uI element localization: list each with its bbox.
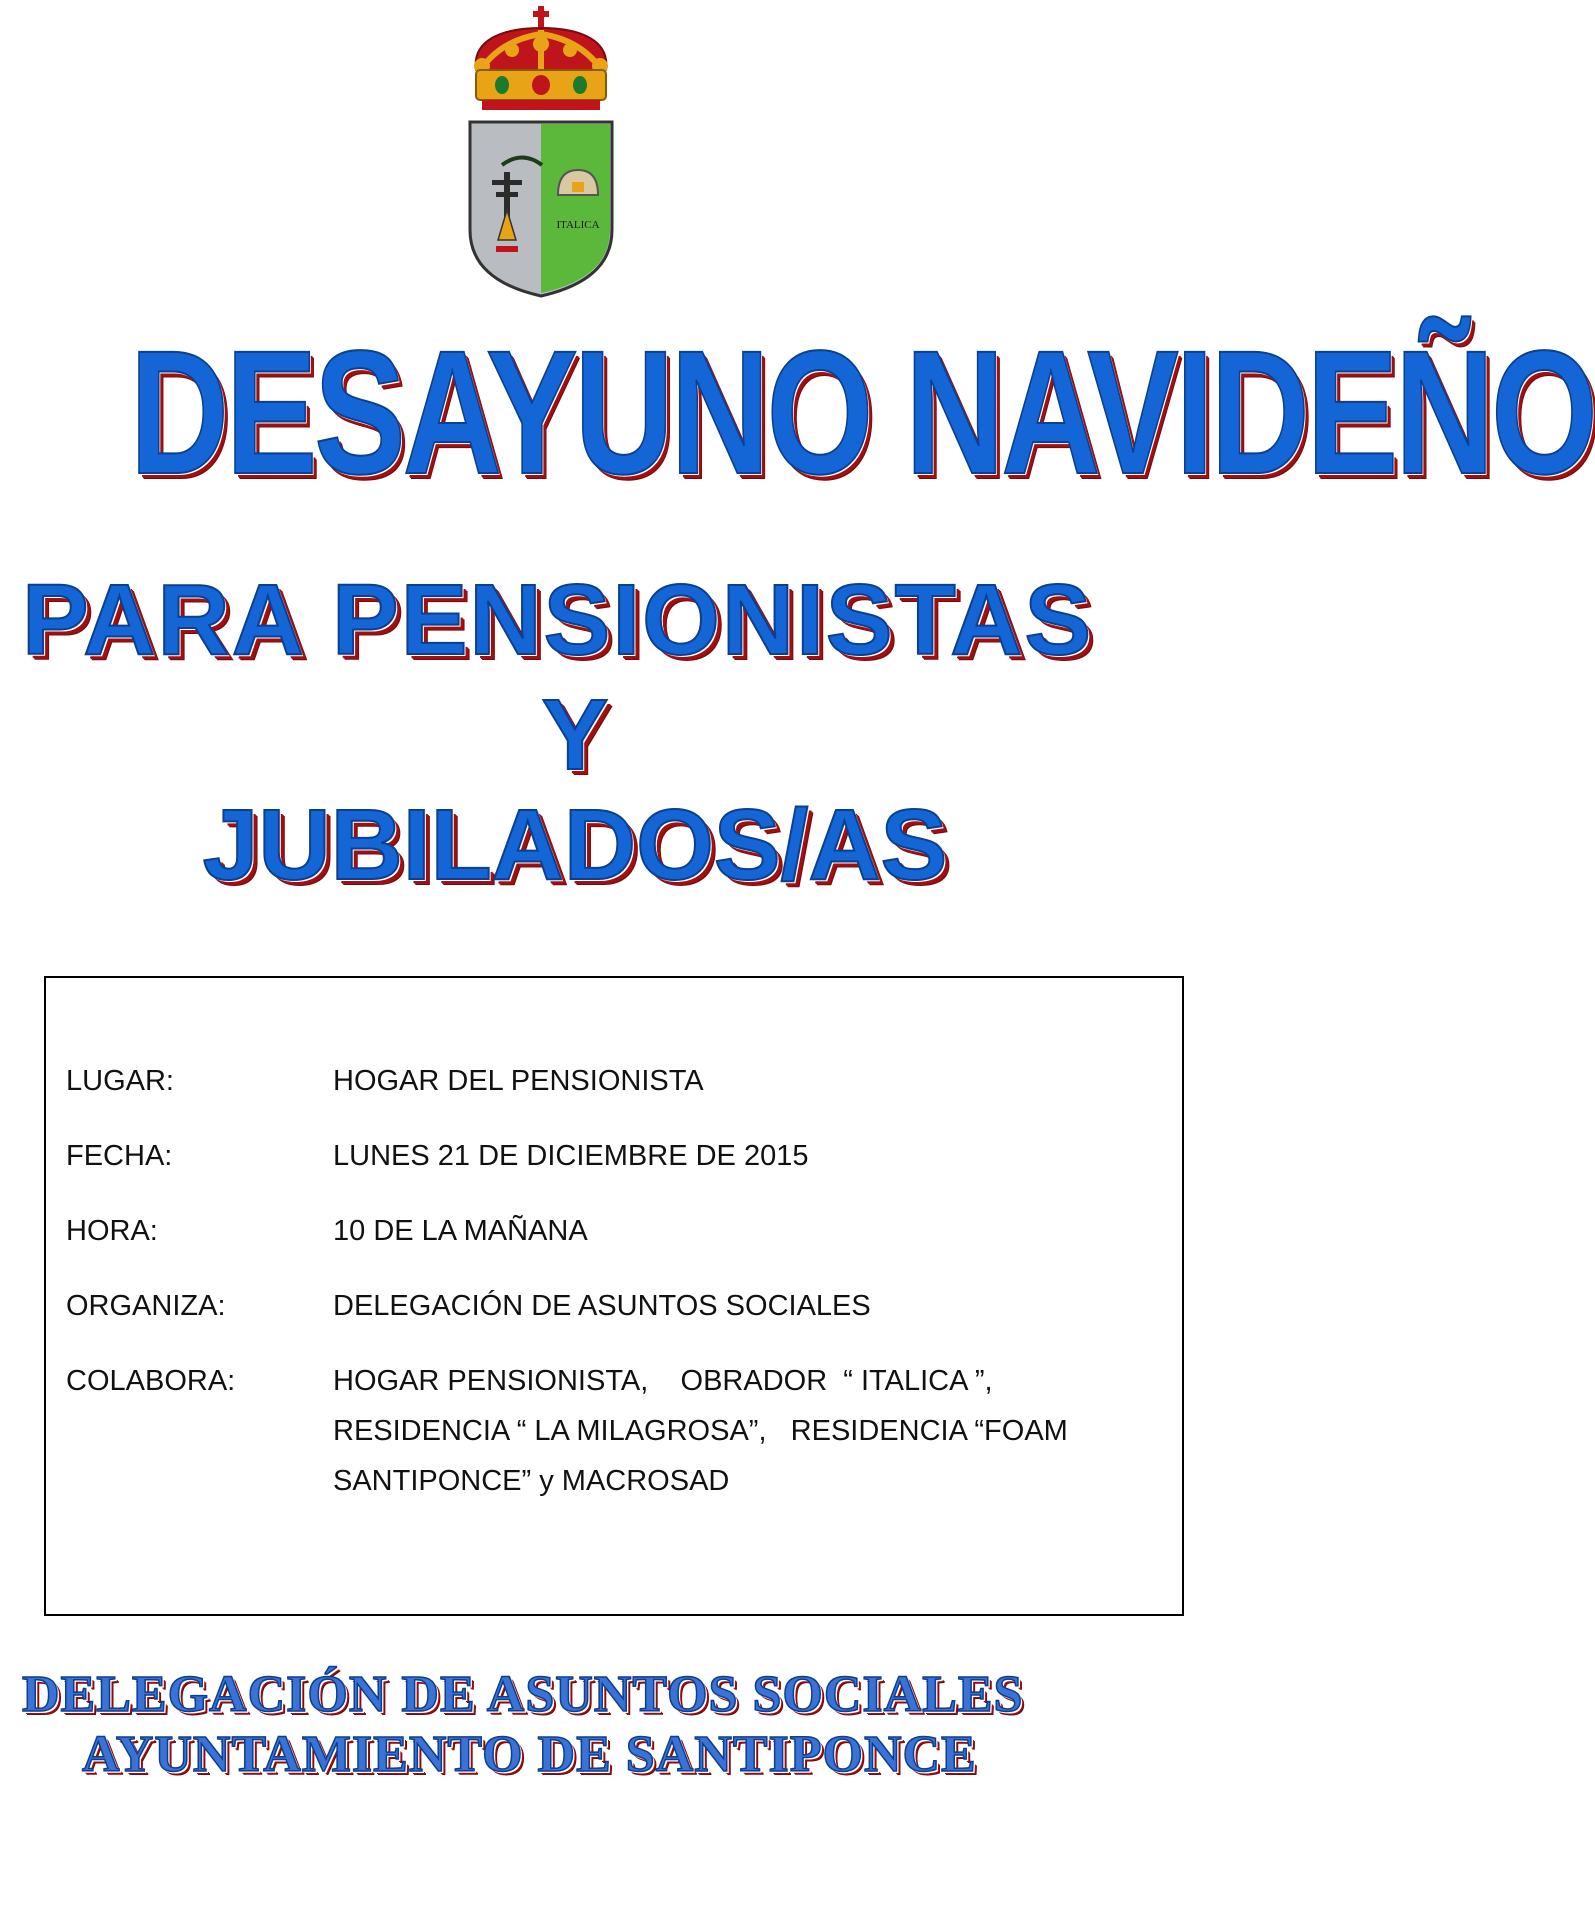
detail-value-line-3: SANTIPONCE” y MACROSAD <box>333 1465 730 1497</box>
event-title: DESAYUNO NAVIDEÑO <box>129 315 1595 511</box>
event-details-box <box>44 976 1184 1616</box>
detail-value: HOGAR DEL PENSIONISTA <box>333 1065 704 1097</box>
detail-value: DELEGACIÓN DE ASUNTOS SOCIALES <box>333 1290 871 1322</box>
detail-value: 10 DE LA MAÑANA <box>333 1215 588 1247</box>
subtitle-line-1: PARA PENSIONISTAS <box>22 564 1094 676</box>
detail-label: FECHA: <box>66 1140 173 1172</box>
detail-value-line-1: HOGAR PENSIONISTA, OBRADOR “ ITALICA ”, <box>333 1365 993 1397</box>
detail-value-line-2: RESIDENCIA “ LA MILAGROSA”, RESIDENCIA “FOAM <box>333 1415 1068 1447</box>
coat-of-arms-icon <box>462 0 622 300</box>
detail-label: ORGANIZA: <box>66 1290 226 1322</box>
subtitle-line-3: JUBILADOS/AS <box>202 789 948 901</box>
coat-of-arms <box>462 0 622 300</box>
detail-label: COLABORA: <box>66 1365 236 1397</box>
detail-label: LUGAR: <box>66 1065 174 1097</box>
crest-text: ITALICA <box>556 219 600 231</box>
footer-city-council: AYUNTAMIENTO DE SANTIPONCE <box>82 1726 977 1783</box>
footer-organizer: DELEGACIÓN DE ASUNTOS SOCIALES <box>22 1666 1024 1723</box>
subtitle-line-2: Y <box>541 679 609 791</box>
detail-value: LUNES 21 DE DICIEMBRE DE 2015 <box>333 1140 809 1172</box>
detail-label: HORA: <box>66 1215 158 1247</box>
